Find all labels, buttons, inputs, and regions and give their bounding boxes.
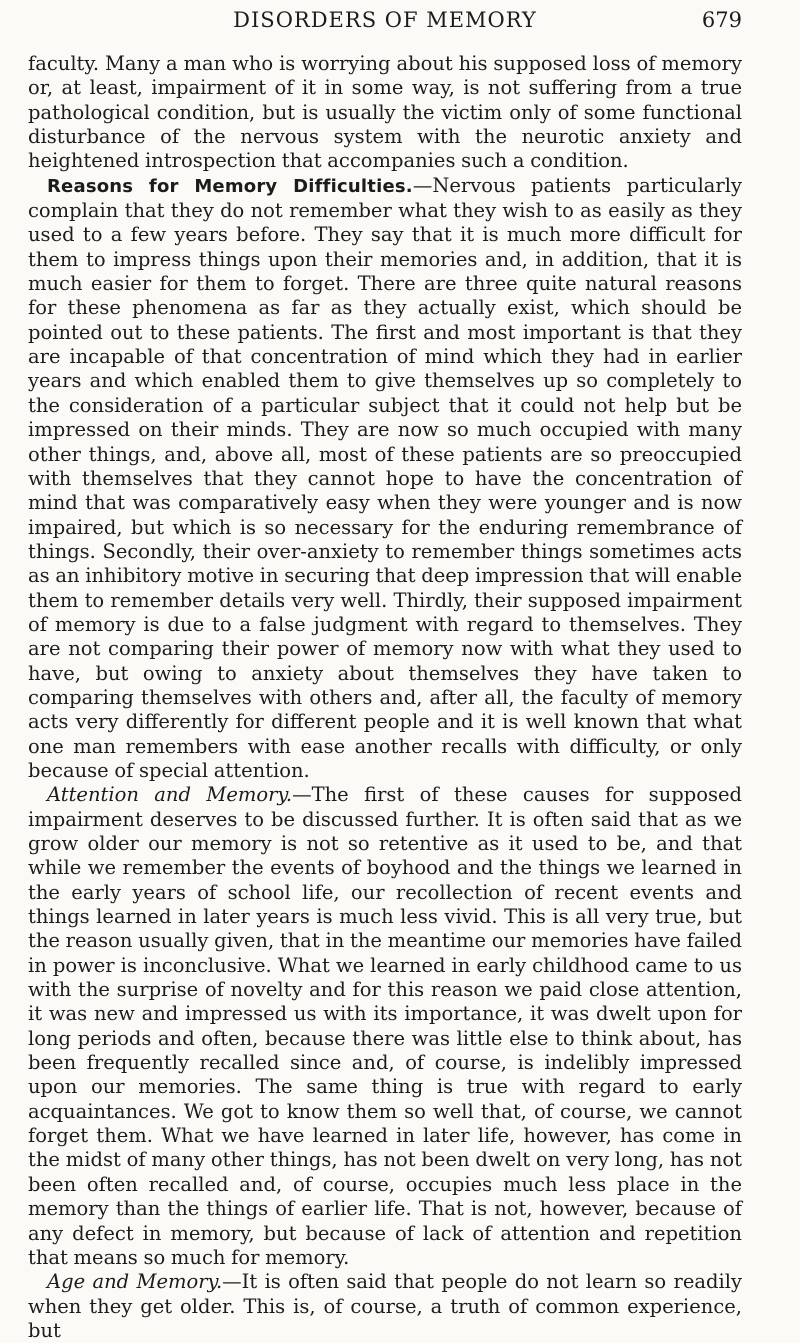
paragraph-continuation: [28, 52, 742, 174]
running-title: DISORDERS OF MEMORY: [233, 8, 537, 32]
paragraph-text: —Nervous patients particularly complain that they do not remember what they wish to as easily as they used to a few years before. They say that it is much more difficult for them to impress things upon their memories and, in addition, that it is much easier for them to forget. There are three quite natural reasons for these phenomena as far as they actually exist, which should be pointed out to these patients. The first and most important is that they are incapable of that concentration of mind which they had in earlier years and which enabled them to give themselves up so completely to the consideration of a particular subject that it could not help but be impressed on their minds. They are now so much occupied with many other things, and, above all, most of these patients are so preoccupied with themselves that they cannot hope to have the concentration of mind that was comparatively easy when they were younger and is now impaired, but which is so necessary for the enduring remembrance of things. Secondly, their over-anxiety to remember things sometimes acts as an inhibitory motive in securing that deep impression that will enable them to remember details very well. Thirdly, their supposed impairment of memory is due to a false judgment with regard to themselves. They are not comparing their power of memory now with what they used to have, but owing to anxiety about themselves they have taken to comparing themselves with others and, after all, the faculty of memory acts very differently for different people and it is well known that what one man remembers with ease another recalls with difficulty, or only because of special attention.: [28, 173, 743, 782]
paragraph-text: faculty. Many a man who is worrying about his supposed loss of memory or, at least, impairment of it in some way, is not suffering from a true pathological condition, but is usually the victim only of some functional disturbance of the nervous system with the neurotic anxiety and heightened introspection that accompanies such a condition.: [28, 52, 742, 173]
paragraph-age: [28, 1270, 742, 1343]
body-text: [28, 52, 742, 1343]
running-head: [28, 8, 742, 52]
paragraph-text: —The first of these causes for supposed impairment deserves to be discussed further. It is often said that as we grow older our memory is not so retentive as it used to be, and that while we remember the events of boyhood and the things we learned in the early years of school life, our recollection of recent events and things learned in later years is much less vivid. This is all very true, but the reason usually given, that in the meantime our memories have failed in power is inconclusive. What we learned in early childhood came to us with the surprise of novelty and for this reason we paid close attention, it was new and impressed us with its importance, it was dwelt upon for long periods and often, because there was little else to think about, has been frequently recalled since and, of course, is indelibly impressed upon our memories. The same thing is true with regard to early acquaintances. We got to know them so well that, of course, we cannot forget them. What we have learned in later life, however, has come in the midst of many other things, has not been dwelt on very long, has not been often recalled and, of course, occupies much less place in the memory than the things of earlier life. That is not, however, because of any defect in memory, but because of lack of attention and repetition that means so much for memory.: [28, 783, 742, 1269]
paragraph-reasons: [28, 174, 742, 784]
section-heading-age: Age and Memory.: [47, 1270, 223, 1294]
paragraph-text: —It is often said that people do not learn so readily when they get older. This is, of course, a truth of common experience, but: [28, 1270, 742, 1342]
section-heading-reasons: Reasons for Memory Difficulties.: [47, 175, 413, 197]
paragraph-attention: [28, 783, 742, 1270]
page-number: 679: [701, 8, 742, 32]
section-heading-attention: Attention and Memory.: [47, 783, 293, 807]
